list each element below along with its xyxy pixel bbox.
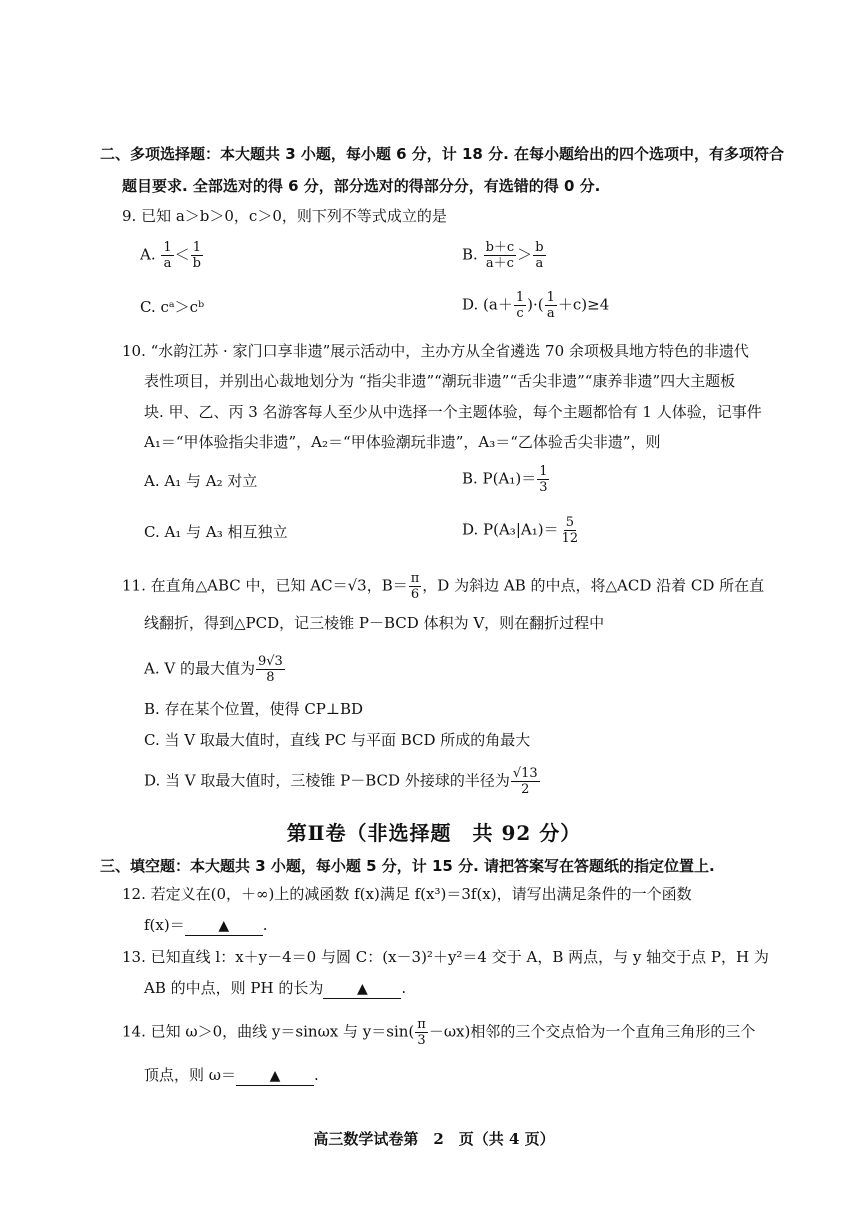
q9-option-c: C. cᵃ＞cᵇ — [140, 298, 205, 316]
q11-option-a — [144, 654, 286, 685]
q12-line2: f(x)＝ ▲ . — [144, 916, 268, 934]
q10-line4: A₁＝“甲体验指尖非遗”，A₂＝“甲体验潮玩非遗”，A₃＝“乙体验舌尖非遗”，则 — [144, 433, 661, 451]
q11-line1 — [122, 571, 764, 602]
q10-option-c: C. A₁ 与 A₃ 相互独立 — [144, 523, 288, 541]
q9-d-prefix: D. (a＋ — [462, 295, 513, 314]
q11-line1-part1: 11. 在直角△ABC 中，已知 AC＝√3，B＝ — [122, 576, 408, 595]
frac-num: π — [410, 571, 420, 586]
q13-line2: AB 的中点，则 PH 的长为 ▲ . — [144, 979, 407, 997]
q10-d-prefix: D. P(A₃|A₁)＝ — [462, 520, 559, 539]
q11-line2: 线翻折，得到△PCD，记三棱锥 P－BCD 体积为 V，则在翻折过程中 — [144, 614, 605, 632]
q9-option-a — [140, 240, 204, 271]
frac-num: 1 — [546, 290, 555, 305]
q12-prefix: f(x)＝ — [144, 916, 185, 934]
q10-line2: 表性项目，并别出心裁地划分为 “指尖非遗”“潮玩非遗”“舌尖非遗”“康养非遗”四大主题板 — [144, 372, 736, 390]
frac-num: 1 — [515, 290, 525, 305]
q10-d-frac — [560, 515, 581, 546]
q9-b-prefix: B. — [462, 245, 483, 264]
frac-num: √13 — [512, 766, 538, 781]
frac-den: a — [535, 256, 544, 271]
frac-num: 1 — [192, 240, 201, 255]
q11-option-d — [144, 766, 541, 797]
q11-a-frac — [256, 654, 285, 685]
frac-den: 2 — [521, 782, 530, 797]
frac-num: 1 — [163, 240, 172, 255]
q13-line1: 13. 已知直线 l：x＋y－4＝0 与圆 C：(x－3)²＋y²＝4 交于 A，B 两点，与 y 轴交于点 P，H 为 — [122, 948, 769, 966]
q9-d-mid: )·( — [527, 295, 544, 314]
section2-line2: 题目要求. 全部选对的得 6 分，部分选对的得部分分，有选错的得 0 分. — [122, 177, 601, 195]
q14-line2: 顶点，则 ω＝ ▲ . — [144, 1066, 319, 1084]
q9-option-d — [462, 290, 609, 321]
frac-den: a — [163, 256, 172, 271]
q13-answer-blank — [323, 980, 401, 999]
q9-d-end: ＋c)≥4 — [557, 295, 610, 314]
q9-b-frac2 — [533, 240, 545, 271]
q10-line1: 10. “水韵江苏 · 家门口享非遗”展示活动中，主办方从全省遴选 70 余项极具地方特色的非遗代 — [122, 342, 749, 360]
triangle-icon: ▲ — [269, 1068, 281, 1084]
page-footer: 高三数学试卷第 2 页（共 4 页） — [313, 1130, 555, 1148]
q14-answer-blank — [236, 1067, 314, 1086]
q9-d-frac1 — [514, 290, 526, 321]
q11-d-frac — [511, 766, 540, 797]
q14-frac — [415, 1017, 428, 1048]
frac-num: b — [535, 240, 544, 255]
frac-num: π — [417, 1017, 426, 1032]
section2-line1: 二、多项选择题：本大题共 3 小题，每小题 6 分，计 18 分. 在每小题给出的四个选项中，有多项符合 — [100, 145, 785, 163]
q9-a-prefix: A. — [140, 245, 161, 264]
q14-line1 — [122, 1017, 755, 1048]
triangle-icon: ▲ — [218, 918, 230, 934]
q11-frac-b — [409, 571, 422, 602]
q11-option-c: C. 当 V 取最大值时，直线 PC 与平面 BCD 所成的角最大 — [144, 731, 531, 749]
frac-den: 12 — [561, 531, 579, 546]
q9-d-frac2 — [545, 290, 557, 321]
q9-a-frac2 — [191, 240, 203, 271]
q10-option-a: A. A₁ 与 A₂ 对立 — [144, 472, 258, 490]
frac-den: c — [516, 306, 524, 321]
frac-den: a — [546, 306, 555, 321]
q14-line1-part2: －ωx)相邻的三个交点恰为一个直角三角形的三个 — [428, 1022, 756, 1041]
q9-stem: 9. 已知 a＞b＞0，c＞0，则下列不等式成立的是 — [122, 207, 447, 225]
q11-d-prefix: D. 当 V 取最大值时，三棱锥 P－BCD 外接球的半径为 — [144, 771, 510, 790]
q9-a-op: ＜ — [174, 245, 190, 264]
q12-answer-blank — [185, 917, 263, 936]
frac-den: 6 — [410, 587, 420, 602]
frac-num: 1 — [539, 464, 548, 479]
frac-den: 8 — [266, 670, 275, 685]
frac-num: 9√3 — [257, 654, 283, 669]
q14-prefix: 顶点，则 ω＝ — [144, 1066, 237, 1084]
q9-b-frac1 — [484, 240, 517, 271]
part2-title: 第Ⅱ卷（非选择题 共 92 分） — [286, 821, 582, 845]
q10-b-frac — [537, 464, 549, 495]
q12-line1: 12. 若定义在(0，＋∞)上的减函数 f(x)满足 f(x³)＝3f(x)，请写出满足条件的一个函数 — [122, 885, 692, 903]
triangle-icon: ▲ — [356, 981, 368, 997]
q10-option-d — [462, 515, 581, 546]
q10-b-prefix: B. P(A₁)＝ — [462, 469, 537, 488]
q9-b-op: ＞ — [517, 245, 533, 264]
frac-num: b＋c — [485, 240, 515, 255]
q9-a-frac1 — [161, 240, 173, 271]
q14-line1-part1: 14. 已知 ω＞0，曲线 y＝sinωx 与 y＝sin( — [122, 1022, 415, 1041]
q10-line3: 块. 甲、乙、丙 3 名游客每人至少从中选择一个主题体验，每个主题都恰有 1 人体验，记事件 — [144, 403, 762, 421]
q9-option-b — [462, 240, 547, 271]
q10-option-b — [462, 464, 550, 495]
q11-a-prefix: A. V 的最大值为 — [144, 659, 255, 678]
frac-num: 5 — [565, 515, 574, 530]
frac-den: b — [192, 256, 201, 271]
q11-line1-part2: ，D 为斜边 AB 的中点，将△ACD 沿着 CD 所在直 — [422, 576, 765, 595]
q11-option-b: B. 存在某个位置，使得 CP⊥BD — [144, 700, 364, 718]
frac-den: 3 — [417, 1033, 426, 1048]
section3-heading: 三、填空题：本大题共 3 小题，每小题 5 分，计 15 分. 请把答案写在答题纸的指定位置上. — [100, 857, 715, 875]
frac-den: 3 — [539, 480, 548, 495]
q13-prefix: AB 的中点，则 PH 的长为 — [144, 979, 324, 997]
frac-den: a＋c — [485, 256, 514, 271]
